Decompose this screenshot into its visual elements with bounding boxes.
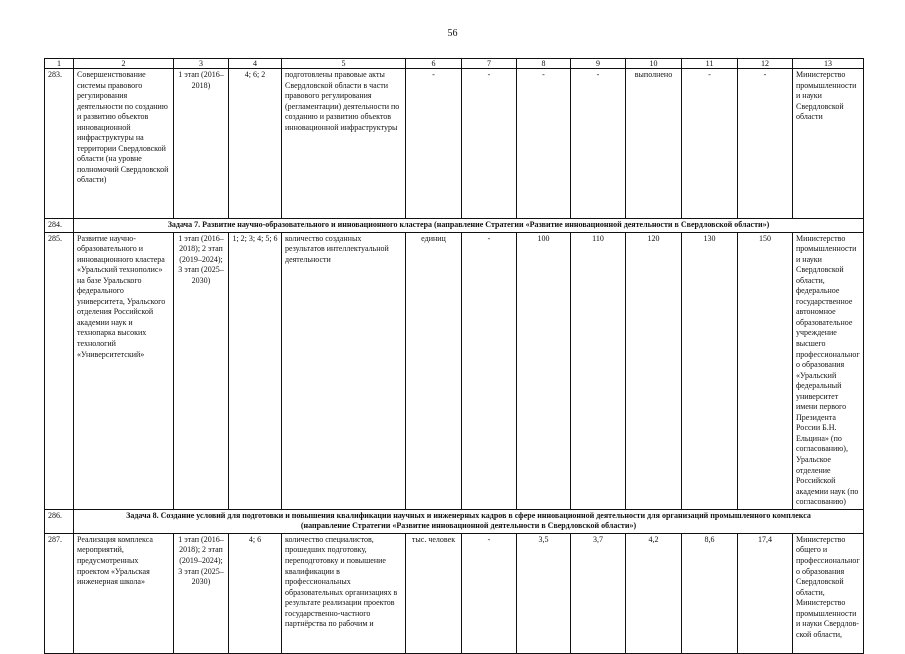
value-cell: 17,4 bbox=[738, 533, 793, 653]
goal-numbers: 1; 2; 3; 4; 5; 6 bbox=[229, 232, 282, 509]
task-heading-line-1: Задача 8. Создание условий для подготовки и повышения квалификации научных и инженерных кадров в сфере инновационной деятельности для организаций промышленного комплекса bbox=[126, 510, 811, 520]
column-number: 6 bbox=[406, 59, 462, 69]
value-cell: 3,5 bbox=[517, 533, 571, 653]
column-number: 11 bbox=[682, 59, 738, 69]
column-number: 1 bbox=[45, 59, 74, 69]
measure-name: Развитие научно-образовательного и инновационного кластера «Уральский технополис» на базе Уральского федерального университета, Уральского отделения Российской академии наук и технопарка высоких технологий «Университетский» bbox=[74, 232, 174, 509]
value-cell: 3,7 bbox=[571, 533, 626, 653]
value-cell: - bbox=[571, 69, 626, 219]
measure-name: Реализация комплекса мероприятий, предусмотренных проектом «Уральская инженерная школа» bbox=[74, 533, 174, 653]
value-cell: 150 bbox=[738, 232, 793, 509]
row-number: 286. bbox=[45, 509, 74, 533]
value-cell: - bbox=[682, 69, 738, 219]
column-number: 13 bbox=[793, 59, 864, 69]
indicator-name: количество специалистов, прошедших подготовку, переподготовку и повышение квалификации в профессиональных образовательных организациях в результате реализации проектов государственно-частного партнёрства по рабочим и bbox=[282, 533, 406, 653]
column-number: 4 bbox=[229, 59, 282, 69]
column-number: 5 bbox=[282, 59, 406, 69]
plan-table bbox=[44, 58, 864, 654]
stage-period: 1 этап (2016–2018) bbox=[174, 69, 229, 219]
indicator-name: количество созданных результатов интеллектуальной деятельности bbox=[282, 232, 406, 509]
goal-numbers: 4; 6 bbox=[229, 533, 282, 653]
executor: Министерство промышленности и науки Свердловской области, федеральное государственное автономное образовательное учреждение высшего профессионального образования «Уральский федеральный университет имени первого Президента России Б.Н. Ельцина» (по согласованию), Уральское отделение Российской академии наук (по согласованию) bbox=[793, 232, 864, 509]
value-cell: 8,6 bbox=[682, 533, 738, 653]
column-number: 9 bbox=[571, 59, 626, 69]
unit-cell: единиц bbox=[406, 232, 462, 509]
value-cell: выполнено bbox=[626, 69, 682, 219]
column-number: 3 bbox=[174, 59, 229, 69]
task-heading-line-2: (направление Стратегии «Развитие инновационной деятельности в Свердловской области») bbox=[300, 521, 637, 531]
value-cell: - bbox=[462, 232, 517, 509]
row-number: 287. bbox=[45, 533, 74, 653]
value-cell: - bbox=[738, 69, 793, 219]
column-number: 7 bbox=[462, 59, 517, 69]
row-number: 283. bbox=[45, 69, 74, 219]
value-cell: - bbox=[462, 533, 517, 653]
stage-period: 1 этап (2016–2018); 2 этап (2019–2024); 3 этап (2025–2030) bbox=[174, 232, 229, 509]
indicator-name: подготовлены правовые акты Свердловской области в части правового регулирования (регламентации) деятельности по созданию и развитию объектов инновационной инфраструктуры bbox=[282, 69, 406, 219]
task-heading bbox=[74, 509, 864, 533]
table-row-286 bbox=[45, 509, 864, 533]
table-row-287 bbox=[45, 533, 864, 653]
stage-period: 1 этап (2016–2018); 2 этап (2019–2024); 3 этап (2025–2030) bbox=[174, 533, 229, 653]
value-cell: 110 bbox=[571, 232, 626, 509]
table-row-283 bbox=[45, 69, 864, 219]
value-cell: 4,2 bbox=[626, 533, 682, 653]
row-number: 284. bbox=[45, 219, 74, 233]
value-cell: 100 bbox=[517, 232, 571, 509]
unit-cell: - bbox=[406, 69, 462, 219]
column-number: 8 bbox=[517, 59, 571, 69]
row-number: 285. bbox=[45, 232, 74, 509]
measure-name: Совершенствование системы правового регулирования деятельности по созданию и развитию объектов инновационной инфраструктуры на территории Свердловской области (на уровне полномочий Свердловской области) bbox=[74, 69, 174, 219]
value-cell: 120 bbox=[626, 232, 682, 509]
goal-numbers: 4; 6; 2 bbox=[229, 69, 282, 219]
unit-cell: тыс. человек bbox=[406, 533, 462, 653]
column-number-row bbox=[45, 59, 864, 69]
table-row-285 bbox=[45, 232, 864, 509]
executor: Министерство общего и профессионального образования Свердловской области, Министерство промышленности и науки Свердлов-ской области, bbox=[793, 533, 864, 653]
page-number: 56 bbox=[447, 28, 458, 39]
value-cell: - bbox=[462, 69, 517, 219]
task-heading: Задача 7. Развитие научно-образовательного и инновационного кластера (направление Стратегии «Развитие инновационной деятельности в Свердловской области») bbox=[74, 219, 864, 233]
column-number: 2 bbox=[74, 59, 174, 69]
table-row-284 bbox=[45, 219, 864, 233]
value-cell: - bbox=[517, 69, 571, 219]
value-cell: 130 bbox=[682, 232, 738, 509]
column-number: 10 bbox=[626, 59, 682, 69]
executor: Министерство промышленности и науки Свердловской области bbox=[793, 69, 864, 219]
column-number: 12 bbox=[738, 59, 793, 69]
